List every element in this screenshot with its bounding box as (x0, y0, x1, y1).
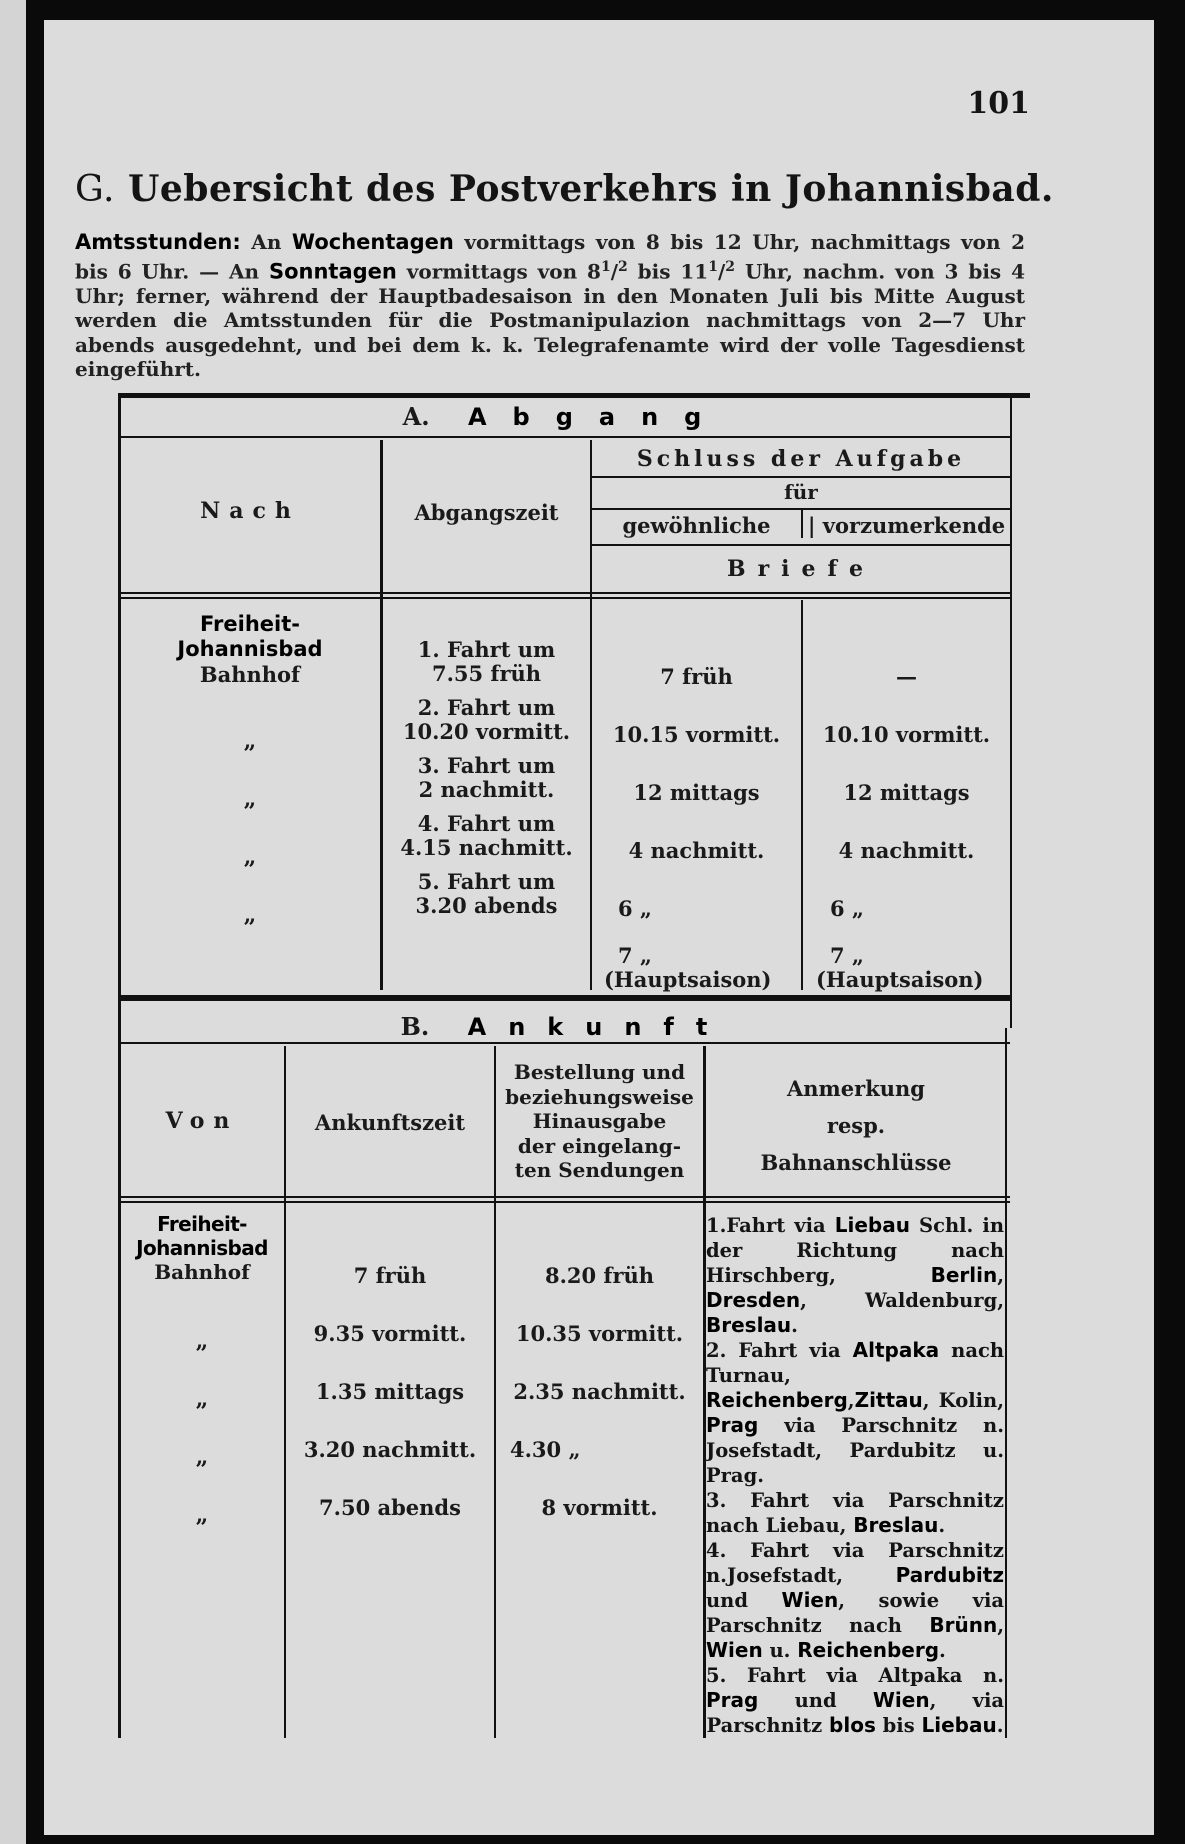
col-header-abgangszeit: Abgangszeit (414, 500, 559, 525)
header-line: Anmerkung (787, 1076, 925, 1101)
intro-wochentagen: Wochentagen (291, 230, 454, 254)
gewoehnliche-value: 6 „ (618, 896, 653, 921)
section-b-title (120, 1012, 1010, 1041)
header-line: Bahnanschlüsse (760, 1150, 952, 1175)
page-number: 101 (967, 86, 1030, 121)
fraction-numerator: 1 (708, 258, 718, 275)
fraction-slash: / (610, 259, 618, 284)
departure-label: 5. Fahrt um (417, 869, 556, 894)
col-header-von: Von (165, 1108, 239, 1134)
table-row (383, 812, 590, 860)
intro-text: bis 11 (627, 259, 709, 284)
vorzumerkende-value: 10.10 vormitt. (822, 722, 991, 747)
fraction-denominator: 2 (618, 258, 628, 275)
section-b-word: Ankunft (467, 1013, 730, 1041)
col-header-anmerkung (706, 1070, 1006, 1181)
section-a-letter: A. (402, 402, 430, 431)
note-2: 2. Fahrt via Altpaka nach Turnau, Reichenberg,Zittau, Kolin, Prag via Parschnitz n. Josefstadt, Pardubitz u. Prag. (706, 1338, 1005, 1487)
table-row (383, 754, 590, 802)
title-text: Uebersicht des Postverkehrs in Johannisbad. (127, 168, 1054, 210)
header-line: Bestellung und (513, 1060, 686, 1084)
departure-time: 3.20 abends (415, 893, 558, 918)
scan-border-left (0, 0, 26, 1844)
ditto-mark: „ (243, 786, 257, 812)
header-bottom-rule (120, 1201, 1010, 1203)
ditto-mark: „ (195, 1386, 209, 1412)
table-left-border (118, 393, 121, 1738)
delivery-time: 8.20 früh (544, 1263, 655, 1288)
source-cell (120, 1212, 284, 1284)
page-title (75, 168, 1054, 210)
header-line: Hinausgabe (532, 1109, 667, 1133)
fraction-slash: / (717, 259, 726, 284)
title-prefix: G. (75, 169, 115, 210)
vorzumerkende-value: 4 nachmitt. (838, 838, 975, 863)
dest-line: Freiheit- (200, 612, 300, 636)
dest-line: Bahnhof (199, 662, 301, 687)
col-header-gewoehnliche: gewöhnliche (622, 513, 771, 538)
rule (592, 544, 1010, 546)
section-a-word: Abgang (467, 403, 728, 431)
connection-notes (706, 1213, 1004, 1738)
rule (592, 508, 1010, 510)
table-row (383, 638, 590, 686)
arrival-time: 3.20 nachmitt. (303, 1437, 477, 1462)
hauptsaison-label: (Hauptsaison) (816, 967, 984, 992)
col-header-briefe: Briefe (726, 556, 875, 582)
ditto-mark: „ (243, 902, 257, 928)
rule (120, 436, 1010, 438)
departure-label: 2. Fahrt um (417, 695, 556, 720)
intro-text: Uhr, nachm. von 3 bis 4 Uhr; ferner, während der Hauptbadesaison in den Monaten Juli bis Mitte August werden die Amtsstunden für die Postmanipulazion nachmittags von 2—7 Uhr abends ausgedehnt, und bei dem k. k. Telegrafenamte wird der volle Tagesdienst eingeführt. (75, 259, 1026, 382)
arrival-time: 7.50 abends (319, 1495, 461, 1520)
vorzumerkende-extra (816, 943, 1000, 992)
vorzumerkende-value: 6 „ (830, 896, 865, 921)
intro-text: vormittags von 8 (396, 259, 601, 284)
departure-label: 4. Fahrt um (417, 811, 556, 836)
arrival-time: 7 früh (353, 1263, 427, 1288)
vorzumerkende-value: 12 mittags (843, 780, 970, 805)
arrival-time: 1.35 mittags (315, 1379, 465, 1404)
delivery-time: 8 vormitt. (541, 1495, 658, 1520)
delivery-time: 2.35 nachmitt. (513, 1379, 686, 1404)
section-a-title (120, 402, 1010, 431)
departure-time: 4.15 nachmitt. (400, 835, 573, 860)
delivery-time: 4.30 „ (510, 1437, 581, 1462)
intro-text: vormittags von 8 bis 12 Uhr, nachmittags von 2 bis 6 Uhr. — An (75, 230, 1025, 284)
gewoehnliche-value: 4 nachmitt. (628, 838, 765, 863)
src-line: Johannisbad (136, 1236, 268, 1260)
rule (120, 1042, 1010, 1044)
col-header-schluss: Schluss der Aufgabe (636, 446, 966, 472)
table-row (383, 696, 590, 744)
departure-time: 7.55 früh (431, 661, 542, 686)
hauptsaison-label: (Hauptsaison) (604, 967, 772, 992)
fraction-numerator: 1 (600, 258, 611, 275)
intro-amtsstunden: Amtsstunden: (75, 230, 241, 254)
header-line: beziehungsweise (505, 1084, 694, 1109)
departure-label: 1. Fahrt um (417, 637, 556, 662)
fraction-denominator: 2 (725, 258, 736, 275)
col-header-nach: Nach (200, 498, 300, 524)
ditto-mark: „ (195, 1328, 209, 1354)
vorzumerkende-value: — (896, 664, 917, 689)
table-top-rule (120, 393, 1030, 398)
note-5: 5. Fahrt via Altpaka n. Prag und Wien, via Parschnitz blos bis Liebau. (706, 1664, 1004, 1737)
note-3: 3. Fahrt via Parschnitz nach Liebau, Breslau. (706, 1489, 1004, 1537)
ditto-mark: „ (195, 1502, 209, 1528)
header-bottom-rule (120, 1196, 1010, 1198)
header-bottom-rule (120, 597, 1010, 599)
col-header-ankunftszeit: Ankunftszeit (314, 1110, 466, 1135)
destination-cell (120, 612, 380, 687)
col-header-fuer: für (784, 480, 818, 504)
gewoehnliche-extra (604, 943, 798, 992)
intro-text: An (240, 230, 292, 254)
src-line: Bahnhof (154, 1260, 250, 1284)
table-row (383, 870, 590, 918)
gewoehnliche-value: 12 mittags (633, 780, 760, 805)
delivery-time: 10.35 vormitt. (515, 1321, 684, 1346)
office-hours-paragraph (75, 230, 1025, 382)
header-bottom-rule (120, 592, 1010, 594)
departure-time: 10.20 vormitt. (402, 719, 571, 744)
gewoehnliche-value: 7 früh (660, 664, 733, 689)
departure-label: 3. Fahrt um (417, 753, 556, 778)
arrival-time: 9.35 vormitt. (313, 1321, 467, 1346)
departure-time: 2 nachmitt. (418, 777, 555, 802)
ditto-mark: „ (243, 844, 257, 870)
src-line: Freiheit- (157, 1212, 247, 1236)
section-divider-rule (120, 995, 1010, 1001)
intro-sonntagen: Sonntagen (268, 259, 397, 284)
note-4: 4. Fahrt via Parschnitz n.Josefstadt, Pardubitz und Wien, sowie via Parschnitz nach Brünn, Wien u. Reichenberg. (706, 1539, 1005, 1662)
gewoehnliche-value: 10.15 vormitt. (612, 722, 781, 747)
section-b-letter: B. (400, 1012, 430, 1041)
ditto-mark: „ (243, 728, 257, 754)
extra-value: 7 „ (830, 943, 865, 968)
dest-line: Johannisbad (177, 637, 323, 661)
extra-value: 7 „ (618, 943, 653, 968)
header-line: resp. (826, 1113, 886, 1138)
header-line: der eingelang- (517, 1133, 682, 1158)
note-1: 1.Fahrt via Liebau Schl. in der Richtung nach Hirschberg, Berlin, Dresden, Waldenburg, Breslau. (706, 1213, 1004, 1337)
col-header-bestellung (496, 1060, 703, 1183)
rule (592, 476, 1010, 478)
ditto-mark: „ (195, 1444, 209, 1470)
header-line: ten Sendungen (514, 1158, 685, 1182)
col-header-vorzumerkende: | vorzumerkende (807, 513, 1006, 538)
table-right-border (1010, 398, 1012, 1028)
